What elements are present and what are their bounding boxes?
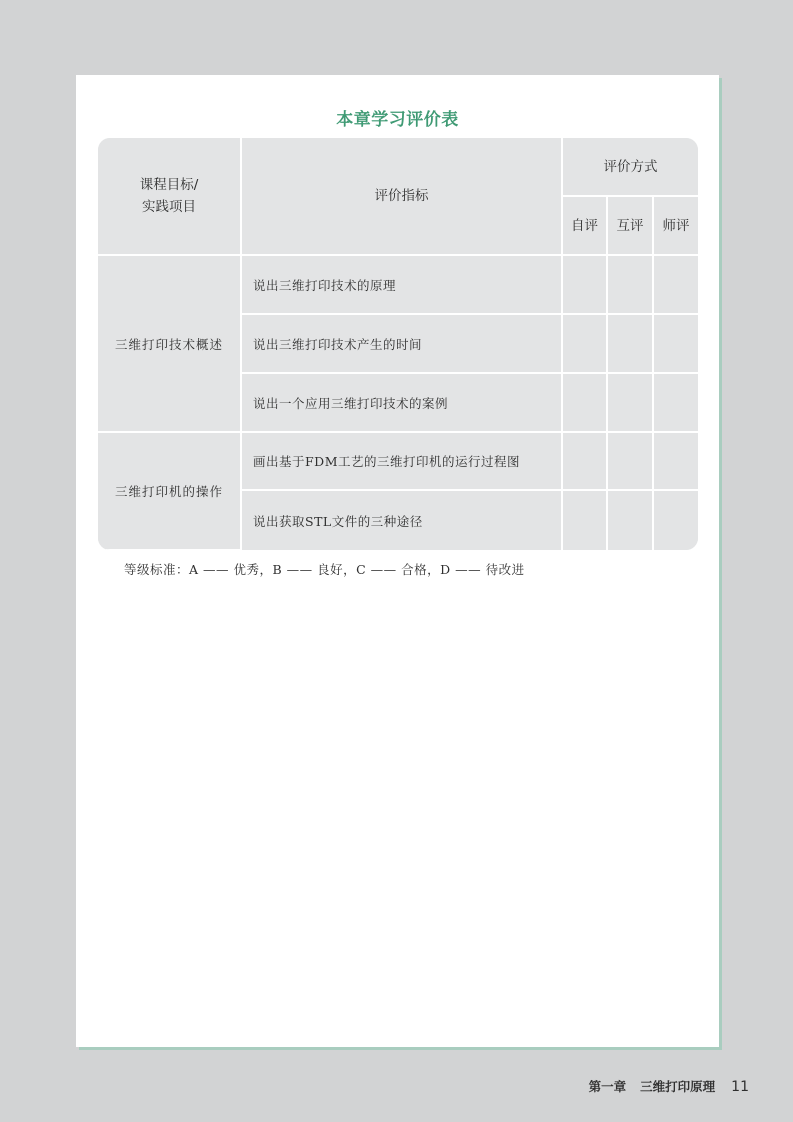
indicator-cell: 说出一个应用三维打印技术的案例 (241, 373, 562, 432)
evaluation-table (98, 138, 698, 550)
teacher-eval-cell[interactable] (653, 490, 698, 550)
peer-eval-cell[interactable] (607, 373, 653, 432)
peer-eval-cell[interactable] (607, 314, 653, 373)
peer-eval-cell[interactable] (607, 490, 653, 550)
grading-standard-note: 等级标准：A —— 优秀，B —— 良好，C —— 合格，D —— 待改进 (124, 562, 525, 577)
page-number: 11 (731, 1079, 749, 1095)
teacher-eval-cell[interactable] (653, 314, 698, 373)
page-sheet (76, 75, 719, 1047)
page-title: 本章学习评价表 (336, 110, 459, 130)
self-eval-cell[interactable] (562, 432, 607, 490)
table-row (98, 432, 698, 490)
header-goal-line1: 课程目标/ (139, 177, 199, 193)
header-peer: 互评 (607, 196, 653, 255)
self-eval-cell[interactable] (562, 490, 607, 550)
indicator-cell: 说出三维打印技术的原理 (241, 255, 562, 314)
teacher-eval-cell[interactable] (653, 373, 698, 432)
teacher-eval-cell[interactable] (653, 432, 698, 490)
teacher-eval-cell[interactable] (653, 255, 698, 314)
page-footer (589, 1077, 749, 1095)
table-row (98, 255, 698, 314)
peer-eval-cell[interactable] (607, 255, 653, 314)
indicator-cell: 说出三维打印技术产生的时间 (241, 314, 562, 373)
peer-eval-cell[interactable] (607, 432, 653, 490)
self-eval-cell[interactable] (562, 373, 607, 432)
self-eval-cell[interactable] (562, 314, 607, 373)
header-self: 自评 (562, 196, 607, 255)
indicator-cell: 画出基于FDM工艺的三维打印机的运行过程图 (241, 432, 562, 490)
header-teacher: 师评 (653, 196, 698, 255)
header-indicator: 评价指标 (241, 138, 562, 255)
indicator-cell: 说出获取STL文件的三种途径 (241, 490, 562, 550)
chapter-title: 三维打印原理 (640, 1079, 716, 1094)
self-eval-cell[interactable] (562, 255, 607, 314)
header-goal-line2: 实践项目 (142, 199, 196, 215)
header-method: 评价方式 (562, 138, 698, 196)
header-goal (98, 138, 241, 255)
chapter-label: 第一章 (588, 1079, 627, 1094)
goal-cell: 三维打印技术概述 (98, 255, 241, 432)
goal-cell: 三维打印机的操作 (98, 432, 241, 550)
